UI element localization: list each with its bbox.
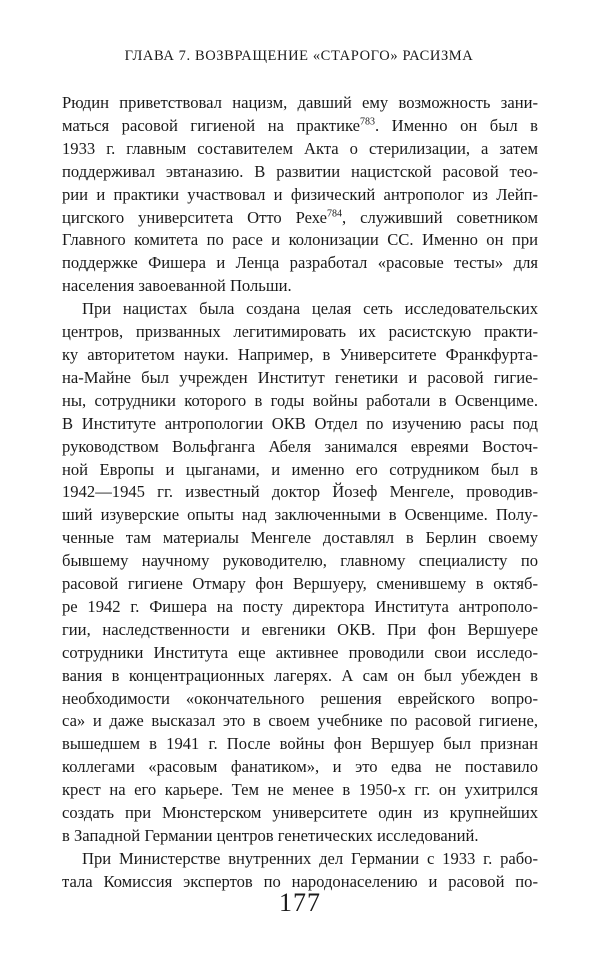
text-segment: гии, наследственности и евгеники ОКВ. При фон Вершуере [62, 619, 538, 639]
text-line [62, 710, 538, 733]
text-line [62, 825, 538, 848]
text-segment: ченные там материалы Менгеле доставлял в Берлин своему [62, 528, 538, 548]
text-segment: ре 1942 г. Фишера на посту директора Института антрополо- [62, 596, 538, 616]
text-line [62, 665, 538, 688]
text-line [62, 848, 538, 871]
text-line [62, 779, 538, 802]
text-segment: ший изуверские опыты над заключенными в Освенциме. Полу- [62, 505, 538, 525]
text-line [62, 252, 538, 275]
text-line [62, 802, 538, 825]
text-segment: поддерживал эвтаназию. В развитии нацистской расовой тео- [62, 161, 538, 181]
text-line [62, 344, 538, 367]
text-segment: В Институте антропологии ОКВ Отдел по изучению расы под [62, 413, 538, 433]
text-line [62, 413, 538, 436]
text-line [62, 207, 538, 230]
text-segment: коллегами «расовым фанатиком», и это едва не поставило [62, 757, 538, 777]
text-line [62, 596, 538, 619]
text-segment: . Именно он был в [375, 115, 538, 135]
text-segment: Главного комитета по расе и колонизации СС. Именно он при [62, 230, 538, 250]
text-line [62, 161, 538, 184]
text-segment: в Западной Германии центров генетических исследований. [62, 826, 479, 845]
text-segment: расовой гигиене Отмару фон Вершуеру, сменившему в октяб- [62, 574, 538, 594]
text-line [62, 688, 538, 711]
text-segment: ной Европы и цыганами, и именно его сотрудником был в [62, 459, 538, 479]
text-segment: 1933 г. главным составителем Акта о стерилизации, а затем [62, 138, 538, 158]
text-segment: руководством Вольфганга Абеля занимался евреями Восточ- [62, 436, 538, 456]
text-line [62, 115, 538, 138]
text-segment: населения завоеванной Польши. [62, 276, 292, 296]
text-line [62, 756, 538, 779]
text-line [62, 733, 538, 756]
text-segment: рии и практики участвовал и физический антрополог из Лейп- [62, 184, 538, 204]
text-segment: цигского университета Отто Рехе [62, 207, 328, 227]
text-line [62, 367, 538, 390]
text-segment: , служивший советником [342, 207, 538, 227]
text-segment: При нацистах была создана целая сеть исследовательских [82, 299, 538, 319]
text-line [62, 642, 538, 665]
text-line [62, 275, 538, 298]
text-segment: ны, сотрудники которого в годы войны работали в Освенциме. [62, 390, 538, 410]
text-line [62, 436, 538, 459]
text-line [62, 321, 538, 344]
text-line [62, 504, 538, 527]
text-line [62, 459, 538, 482]
text-line [62, 184, 538, 207]
text-segment: поддержке Фишера и Ленца разработал «расовые тесты» для [62, 253, 538, 273]
text-segment: маться расовой гигиеной на практике [62, 115, 360, 135]
text-segment: тала Комиссия экспертов по народонаселению и расовой по- [62, 871, 538, 891]
text-segment: центров, призванных легитимировать их расистскую практи- [62, 322, 538, 342]
text-segment: Рюдин приветствовал нацизм, давший ему возможность зани- [62, 93, 538, 112]
paragraph [62, 848, 538, 894]
text-line [62, 390, 538, 413]
text-line [62, 138, 538, 161]
text-segment: вышедшем в 1941 г. После войны фон Вершуер был признан [62, 734, 538, 754]
text-segment: При Министерстве внутренних дел Германии с 1933 г. рабо- [82, 848, 538, 868]
text-segment: вания в концентрационных лагерях. А сам он был убежден в [62, 665, 538, 685]
running-head: ГЛАВА 7. ВОЗВРАЩЕНИЕ «СТАРОГО» РАСИЗМА [124, 48, 474, 64]
page-number: 177 [279, 888, 321, 917]
text-segment: 1942—1945 гг. известный доктор Йозеф Менгеле, проводив- [62, 482, 538, 502]
footnote-ref: 784 [327, 208, 343, 219]
text-line [62, 481, 538, 504]
text-line [62, 527, 538, 550]
text-segment: ку авторитетом науки. Например, в Университете Франкфурта- [62, 344, 538, 364]
text-line [62, 619, 538, 642]
text-segment: сотрудники Института еще активнее проводили свои исследо- [62, 642, 538, 662]
text-segment: создать при Мюнстерском университете один из крупнейших [62, 803, 538, 823]
text-segment: крест на его карьере. Тем не менее в 1950-х гг. он ухитрился [62, 780, 538, 800]
paragraph [62, 298, 538, 848]
text-line [62, 229, 538, 252]
text-segment: са» и даже высказал это в своем учебнике по расовой гигиене, [62, 711, 538, 731]
text-segment: бывшему научному руководителю, главному специалисту по [62, 551, 538, 571]
text-line [62, 550, 538, 573]
body-text [62, 92, 538, 894]
paragraph [62, 92, 538, 298]
text-segment: необходимости «окончательного решения еврейского вопро- [62, 688, 538, 708]
text-line [62, 92, 538, 115]
footnote-ref: 783 [360, 116, 375, 128]
text-line [62, 573, 538, 596]
text-line [62, 298, 538, 321]
text-segment: на-Майне был учрежден Институт генетики и расовой гигие- [62, 367, 538, 387]
